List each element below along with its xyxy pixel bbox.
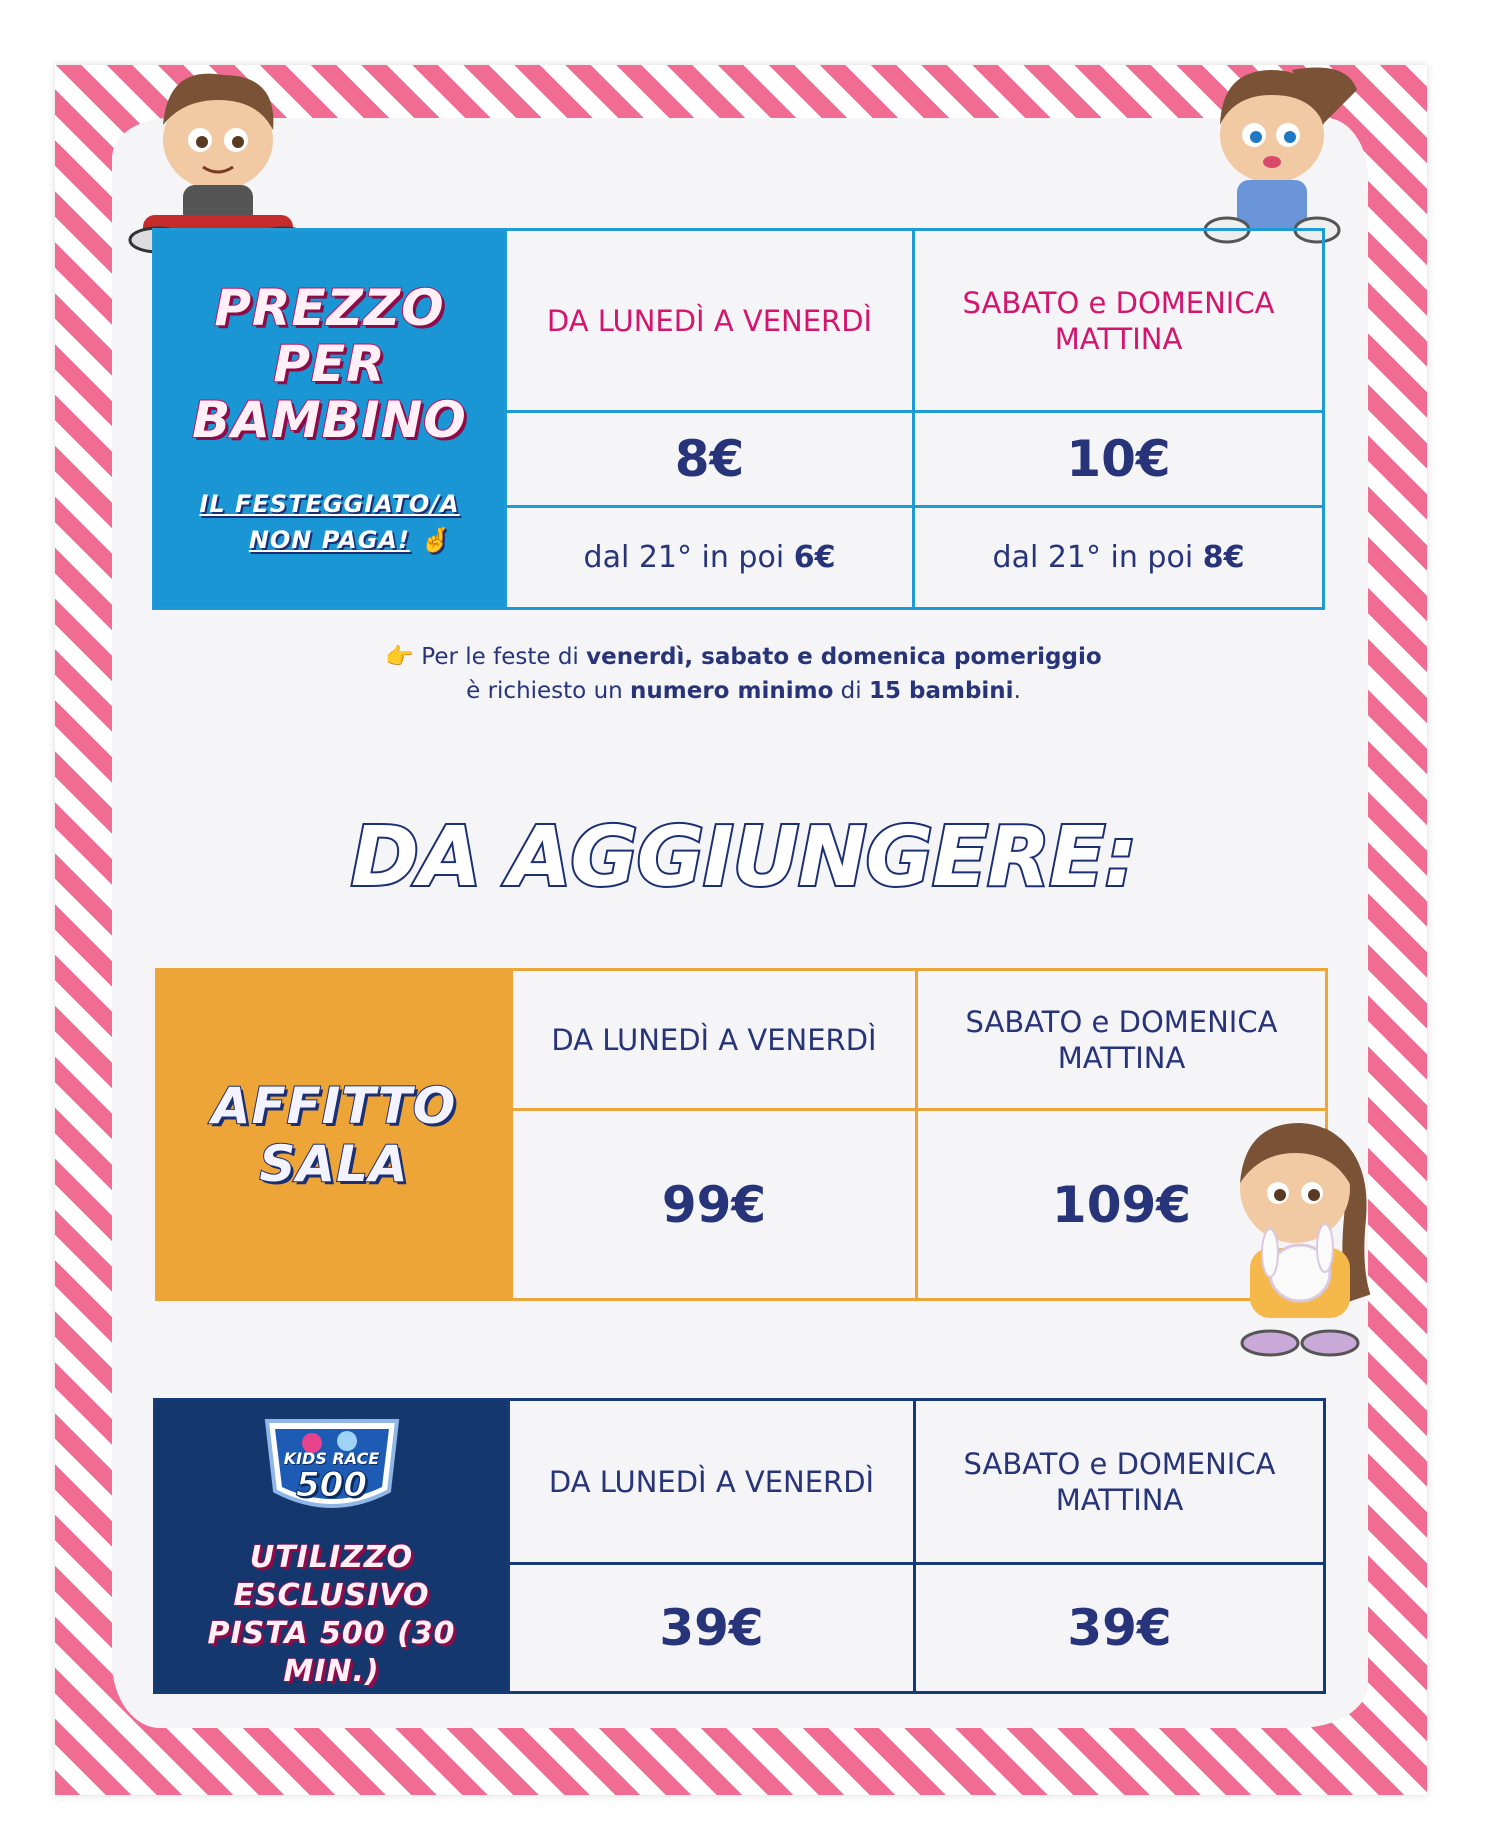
weekend-header-line1: SABATO e DOMENICA (962, 285, 1275, 320)
weekday-price: 39€ (509, 1564, 915, 1693)
weekday-price: 99€ (512, 1110, 917, 1300)
girl-character-illustration (1172, 30, 1372, 255)
weekday-header: DA LUNEDÌ A VENERDÌ (506, 230, 914, 412)
note-min: numero minimo (630, 678, 834, 704)
note-days: venerdì, sabato e domenica pomeriggio (586, 644, 1102, 670)
race-track-title-line2: PISTA 500 (30 MIN.) (207, 1616, 456, 1689)
note-text: Per le feste di (413, 644, 587, 670)
weekend-extra-text: dal 21° in poi (992, 540, 1203, 575)
price-per-child-header (154, 230, 506, 609)
room-rental-header (157, 970, 512, 1300)
boy-character-illustration (118, 45, 318, 255)
weekend-extra-value: 8€ (1202, 540, 1245, 575)
race-track-title-line1: UTILIZZO ESCLUSIVO (233, 1540, 430, 1613)
logo-500-text: 500 (296, 1465, 367, 1505)
weekend-price: 10€ (914, 412, 1324, 507)
note-text: di (833, 678, 869, 704)
price-per-child-title-line1: PREZZO PER (214, 279, 445, 393)
weekend-header-line2: MATTINA (1057, 1040, 1186, 1075)
da-aggiungere-heading: DA AGGIUNGERE: (350, 810, 1137, 905)
weekend-header-line2: MATTINA (1055, 1482, 1184, 1517)
weekend-price: 39€ (915, 1564, 1325, 1693)
weekday-extra-text: dal 21° in poi (583, 540, 794, 575)
note-text: è richiesto un (466, 678, 631, 704)
girl-with-bunny-illustration (1210, 1098, 1370, 1368)
weekday-extra-price (506, 507, 914, 609)
logo-kids-race-text: KIDS RACE (283, 1449, 380, 1468)
room-rental-title: AFFITTO SALA (211, 1076, 457, 1193)
pointing-hand-icon: 👉 (385, 644, 414, 670)
weekday-price: 8€ (506, 412, 914, 507)
weekend-header-line1: SABATO e DOMENICA (963, 1446, 1276, 1481)
race-track-header (155, 1400, 509, 1693)
weekend-header (914, 230, 1324, 412)
weekday-extra-value: 6€ (793, 540, 836, 575)
price-per-child-table (152, 228, 1325, 610)
kids-race-500-logo (257, 1401, 407, 1521)
minimum-children-note (0, 640, 1487, 708)
weekend-header-line1: SABATO e DOMENICA (965, 1004, 1278, 1039)
weekend-header (915, 1400, 1325, 1564)
weekday-header: DA LUNEDÌ A VENERDÌ (512, 970, 917, 1110)
race-track-table (153, 1398, 1326, 1694)
weekend-header-line2: MATTINA (1054, 321, 1183, 356)
weekend-extra-price (914, 507, 1324, 609)
weekend-price: 109€ (917, 1110, 1327, 1300)
festeggiato-line1: IL FESTEGGIATO/A (199, 490, 460, 518)
price-per-child-title-line2: BAMBINO (192, 391, 467, 449)
emoji-icon: 🤞 (419, 526, 451, 554)
note-count: 15 bambini (869, 678, 1014, 704)
weekday-header: DA LUNEDÌ A VENERDÌ (509, 1400, 915, 1564)
note-text: . (1013, 678, 1021, 704)
weekend-header (917, 970, 1327, 1110)
festeggiato-line2: NON PAGA! (248, 526, 410, 554)
room-rental-table (155, 968, 1328, 1301)
